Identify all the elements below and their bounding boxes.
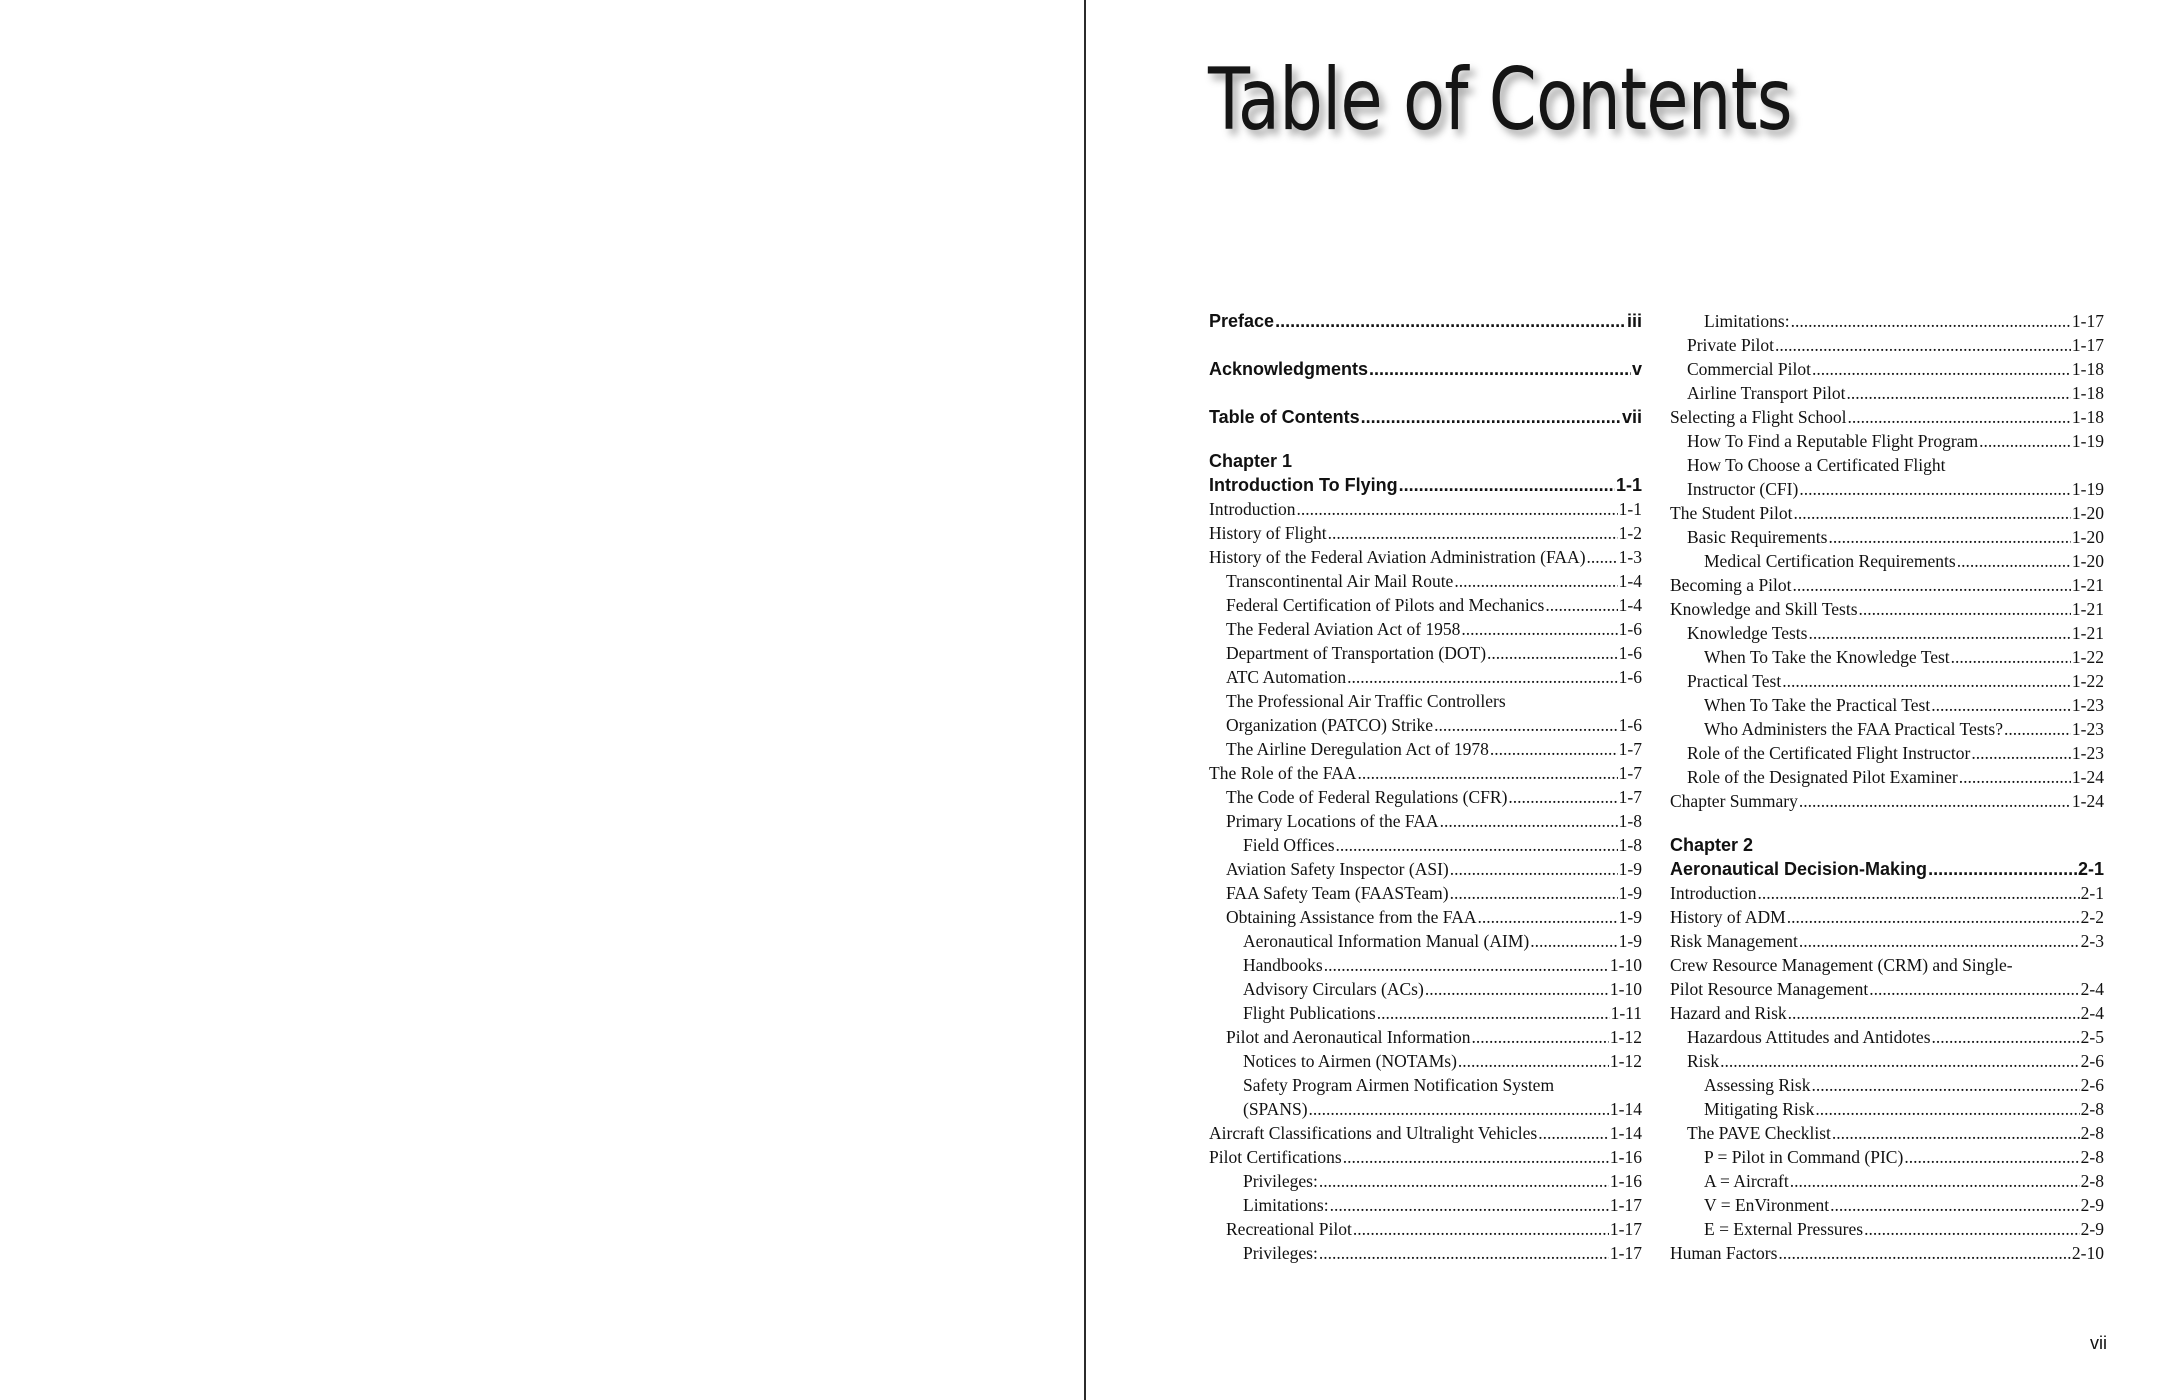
toc-dot-leader bbox=[1808, 621, 2070, 645]
toc-dot-leader bbox=[1454, 569, 1617, 593]
toc-entry-title: Assessing Risk bbox=[1704, 1075, 1811, 1095]
toc-entry-page: 1-17 bbox=[1609, 1195, 1642, 1215]
toc-entry bbox=[1670, 1121, 2104, 1145]
toc-entry-title: Preface bbox=[1209, 311, 1275, 331]
toc-dot-leader bbox=[1971, 741, 2071, 765]
toc-entry-title: Introduction To Flying bbox=[1209, 475, 1398, 495]
toc-entry bbox=[1209, 881, 1642, 905]
toc-entry-title: The Student Pilot bbox=[1670, 503, 1793, 523]
toc-entry bbox=[1670, 501, 2104, 525]
toc-entry-page: 2-8 bbox=[2080, 1099, 2104, 1119]
toc-entry bbox=[1670, 525, 2104, 549]
toc-entry bbox=[1670, 789, 2104, 813]
toc-entry bbox=[1209, 545, 1642, 569]
toc-entry-title: When To Take the Practical Test bbox=[1704, 695, 1931, 715]
toc-entry-page: 1-4 bbox=[1618, 571, 1642, 591]
toc-entry-page: 1-4 bbox=[1618, 595, 1642, 615]
toc-dot-leader bbox=[1487, 641, 1618, 665]
toc-dot-leader bbox=[1932, 1025, 2080, 1049]
toc-entry-page: 1-16 bbox=[1609, 1147, 1642, 1167]
toc-entry bbox=[1670, 333, 2104, 357]
toc-entry-page: 1-23 bbox=[2071, 743, 2104, 763]
toc-entry bbox=[1209, 1169, 1642, 1193]
toc-entry bbox=[1670, 573, 2104, 597]
toc-dot-leader bbox=[1477, 905, 1617, 929]
toc-entry-title: Safety Program Airmen Notification System bbox=[1243, 1075, 1555, 1095]
toc-dot-leader bbox=[1324, 953, 1609, 977]
toc-entry-page: 2-8 bbox=[2080, 1147, 2104, 1167]
toc-entry-title: Knowledge Tests bbox=[1687, 623, 1808, 643]
toc-entry-page: 1-9 bbox=[1618, 931, 1642, 951]
toc-column-left bbox=[1209, 309, 1642, 1265]
toc-dot-leader bbox=[1787, 905, 2080, 929]
page-number: vii bbox=[2090, 1333, 2107, 1353]
toc-entry-title: History of the Federal Aviation Administration (FAA) bbox=[1209, 547, 1586, 567]
toc-dot-leader bbox=[1791, 309, 2071, 333]
toc-entry bbox=[1670, 1241, 2104, 1265]
toc-entry-title: Chapter 1 bbox=[1209, 451, 1293, 471]
toc-entry-title: A = Aircraft bbox=[1704, 1171, 1789, 1191]
toc-entry-title: Obtaining Assistance from the FAA bbox=[1226, 907, 1477, 927]
toc-entry bbox=[1209, 1241, 1642, 1265]
toc-entry-page: 1-1 bbox=[1615, 475, 1642, 495]
toc-entry-title: Airline Transport Pilot bbox=[1687, 383, 1846, 403]
toc-dot-leader bbox=[1275, 309, 1626, 333]
toc-entry bbox=[1209, 641, 1642, 665]
toc-entry-title: Acknowledgments bbox=[1209, 359, 1369, 379]
toc-entry bbox=[1209, 833, 1642, 857]
toc-entry bbox=[1209, 1097, 1642, 1121]
toc-entry-page: 2-3 bbox=[2080, 931, 2104, 951]
toc-dot-leader bbox=[1361, 405, 1621, 429]
toc-entry-page: 1-6 bbox=[1618, 715, 1642, 735]
toc-dot-leader bbox=[1720, 1049, 2080, 1073]
toc-entry bbox=[1670, 549, 2104, 573]
toc-entry-title: Basic Requirements bbox=[1687, 527, 1828, 547]
toc-entry bbox=[1670, 381, 2104, 405]
toc-entry-title: Medical Certification Requirements bbox=[1704, 551, 1956, 571]
toc-entry-page: 1-7 bbox=[1618, 787, 1642, 807]
toc-entry-title: Pilot and Aeronautical Information bbox=[1226, 1027, 1471, 1047]
toc-entry-title: Who Administers the FAA Practical Tests? bbox=[1704, 719, 2003, 739]
toc-dot-leader bbox=[1450, 881, 1618, 905]
toc-dot-leader bbox=[1434, 713, 1618, 737]
toc-entry-page: 1-21 bbox=[2071, 623, 2104, 643]
toc-dot-leader bbox=[1794, 501, 2071, 525]
toc-entry-title: Limitations: bbox=[1704, 311, 1790, 331]
toc-entry-page: 1-2 bbox=[1618, 523, 1642, 543]
toc-entry-title: The Airline Deregulation Act of 1978 bbox=[1226, 739, 1489, 759]
toc-entry-title: Advisory Circulars (ACs) bbox=[1243, 979, 1424, 999]
toc-entry-title: Pilot Resource Management bbox=[1670, 979, 1869, 999]
toc-entry-title: FAA Safety Team (FAASTeam) bbox=[1226, 883, 1449, 903]
toc-dot-leader bbox=[1343, 1145, 1609, 1169]
toc-entry-page: 1-9 bbox=[1618, 907, 1642, 927]
toc-entry-title: Introduction bbox=[1209, 499, 1296, 519]
page-gutter-divider bbox=[1084, 0, 1086, 1400]
toc-entry bbox=[1209, 665, 1642, 689]
toc-entry bbox=[1670, 1145, 2104, 1169]
toc-entry bbox=[1209, 737, 1642, 761]
toc-entry-page: 2-1 bbox=[2080, 883, 2104, 903]
toc-dot-leader bbox=[1538, 1121, 1609, 1145]
toc-entry bbox=[1670, 429, 2104, 453]
toc-entry-page: 1-1 bbox=[1618, 499, 1642, 519]
toc-dot-leader bbox=[1377, 1001, 1610, 1025]
toc-entry bbox=[1209, 1193, 1642, 1217]
toc-entry-page: 1-10 bbox=[1609, 955, 1642, 975]
toc-entry-page: 2-4 bbox=[2080, 1003, 2104, 1023]
toc-entry bbox=[1670, 309, 2104, 333]
toc-dot-leader bbox=[1790, 1169, 2080, 1193]
toc-entry-title: Recreational Pilot bbox=[1226, 1219, 1352, 1239]
toc-dot-leader bbox=[1928, 857, 2077, 881]
toc-entry-page: 1-12 bbox=[1609, 1051, 1642, 1071]
toc-entry-page: 1-19 bbox=[2071, 479, 2104, 499]
toc-entry-page: 1-12 bbox=[1609, 1027, 1642, 1047]
toc-dot-leader bbox=[1859, 597, 2071, 621]
toc-entry-title: Risk Management bbox=[1670, 931, 1798, 951]
page-title: Table of Contents bbox=[1208, 50, 1792, 150]
toc-entry-page: 1-16 bbox=[1609, 1171, 1642, 1191]
toc-entry-title: How To Choose a Certificated Flight bbox=[1687, 455, 1946, 475]
toc-entry-page: 1-17 bbox=[1609, 1243, 1642, 1263]
toc-entry-page: 2-1 bbox=[2077, 859, 2104, 879]
toc-entry-title: Field Offices bbox=[1243, 835, 1335, 855]
toc-entry-page: 1-23 bbox=[2071, 695, 2104, 715]
toc-entry bbox=[1209, 617, 1642, 641]
toc-entry-title: Flight Publications bbox=[1243, 1003, 1376, 1023]
toc-entry-title: Aeronautical Decision-Making bbox=[1670, 859, 1928, 879]
toc-entry bbox=[1209, 449, 1642, 473]
toc-entry-page: 1-6 bbox=[1618, 643, 1642, 663]
toc-entry-page: 1-6 bbox=[1618, 619, 1642, 639]
toc-entry-title: Knowledge and Skill Tests bbox=[1670, 599, 1858, 619]
toc-entry-title: Handbooks bbox=[1243, 955, 1323, 975]
toc-dot-leader bbox=[1828, 525, 2070, 549]
toc-entry-title: Instructor (CFI) bbox=[1687, 479, 1799, 499]
toc-entry bbox=[1209, 1001, 1642, 1025]
toc-entry bbox=[1670, 717, 2104, 741]
toc-entry-title: Department of Transportation (DOT) bbox=[1226, 643, 1487, 663]
toc-entry bbox=[1670, 929, 2104, 953]
toc-dot-leader bbox=[1319, 1241, 1609, 1265]
toc-dot-leader bbox=[1440, 809, 1618, 833]
toc-entry bbox=[1670, 405, 2104, 429]
toc-dot-leader bbox=[1545, 593, 1617, 617]
toc-entry-title: Private Pilot bbox=[1687, 335, 1775, 355]
toc-entry-title: Aeronautical Information Manual (AIM) bbox=[1243, 931, 1530, 951]
toc-column-right bbox=[1670, 309, 2104, 1265]
toc-dot-leader bbox=[1336, 833, 1618, 857]
toc-entry-title: Introduction bbox=[1670, 883, 1757, 903]
toc-entry-page: 1-22 bbox=[2071, 671, 2104, 691]
toc-entry bbox=[1209, 929, 1642, 953]
toc-entry bbox=[1209, 809, 1642, 833]
toc-entry-title: Becoming a Pilot bbox=[1670, 575, 1792, 595]
toc-entry bbox=[1209, 785, 1642, 809]
toc-dot-leader bbox=[1847, 405, 2070, 429]
toc-entry-title: History of Flight bbox=[1209, 523, 1327, 543]
toc-entry-page: 2-8 bbox=[2080, 1171, 2104, 1191]
toc-entry bbox=[1670, 1193, 2104, 1217]
toc-entry bbox=[1670, 857, 2104, 881]
toc-entry bbox=[1209, 569, 1642, 593]
toc-entry-title: The Role of the FAA bbox=[1209, 763, 1357, 783]
toc-entry-title: Chapter 2 bbox=[1670, 835, 1754, 855]
toc-entry-page: 2-8 bbox=[2080, 1123, 2104, 1143]
toc-entry bbox=[1209, 1121, 1642, 1145]
toc-entry bbox=[1209, 357, 1642, 381]
toc-entry bbox=[1209, 905, 1642, 929]
toc-dot-leader bbox=[1951, 645, 2071, 669]
toc-entry-title: Transcontinental Air Mail Route bbox=[1226, 571, 1454, 591]
toc-dot-leader bbox=[1959, 765, 2071, 789]
toc-entry-title: Notices to Airmen (NOTAMs) bbox=[1243, 1051, 1457, 1071]
toc-dot-leader bbox=[1328, 521, 1618, 545]
toc-entry-page: 1-8 bbox=[1618, 835, 1642, 855]
toc-entry bbox=[1209, 1049, 1642, 1073]
toc-entry bbox=[1209, 521, 1642, 545]
toc-dot-leader bbox=[1799, 477, 2071, 501]
toc-dot-leader bbox=[1357, 761, 1617, 785]
toc-dot-leader bbox=[1869, 977, 2079, 1001]
toc-entry-title: Crew Resource Management (CRM) and Single- bbox=[1670, 955, 2013, 975]
toc-entry bbox=[1209, 857, 1642, 881]
toc-entry bbox=[1670, 357, 2104, 381]
toc-entry-page: 1-7 bbox=[1618, 739, 1642, 759]
toc-dot-leader bbox=[1815, 1097, 2079, 1121]
toc-entry bbox=[1670, 597, 2104, 621]
toc-dot-leader bbox=[1471, 1025, 1608, 1049]
toc-dot-leader bbox=[1458, 1049, 1609, 1073]
toc-entry bbox=[1209, 1073, 1642, 1097]
toc-entry-page: 1-14 bbox=[1609, 1099, 1642, 1119]
toc-entry-page: 1-20 bbox=[2071, 527, 2104, 547]
toc-entry-page: 2-6 bbox=[2080, 1051, 2104, 1071]
toc-entry bbox=[1209, 1025, 1642, 1049]
toc-entry bbox=[1670, 1073, 2104, 1097]
toc-entry bbox=[1670, 645, 2104, 669]
toc-dot-leader bbox=[1832, 1121, 2080, 1145]
toc-entry-title: Selecting a Flight School bbox=[1670, 407, 1847, 427]
toc-entry-title: Risk bbox=[1687, 1051, 1720, 1071]
toc-dot-leader bbox=[1309, 1097, 1609, 1121]
toc-dot-leader bbox=[1904, 1145, 2079, 1169]
toc-entry bbox=[1209, 761, 1642, 785]
toc-dot-leader bbox=[1450, 857, 1618, 881]
toc-entry-title: Pilot Certifications bbox=[1209, 1147, 1342, 1167]
toc-dot-leader bbox=[1353, 1217, 1609, 1241]
toc-entry-page: 2-10 bbox=[2071, 1243, 2104, 1263]
toc-entry-title: Aviation Safety Inspector (ASI) bbox=[1226, 859, 1449, 879]
toc-dot-leader bbox=[1297, 497, 1618, 521]
toc-entry-title: Human Factors bbox=[1670, 1243, 1778, 1263]
toc-dot-leader bbox=[1979, 429, 2071, 453]
toc-entry-title: ATC Automation bbox=[1226, 667, 1347, 687]
toc-entry bbox=[1209, 977, 1642, 1001]
toc-entry-title: E = External Pressures bbox=[1704, 1219, 1864, 1239]
toc-dot-leader bbox=[1799, 929, 2080, 953]
toc-entry-page: 1-20 bbox=[2071, 503, 2104, 523]
toc-entry-title: Limitations: bbox=[1243, 1195, 1329, 1215]
toc-entry-page: 1-22 bbox=[2071, 647, 2104, 667]
toc-entry-page: iii bbox=[1626, 311, 1642, 331]
toc-entry bbox=[1670, 977, 2104, 1001]
toc-entry bbox=[1209, 953, 1642, 977]
toc-entry-title: History of ADM bbox=[1670, 907, 1786, 927]
toc-entry-page: 1-8 bbox=[1618, 811, 1642, 831]
toc-dot-leader bbox=[1530, 929, 1617, 953]
toc-entry bbox=[1209, 1145, 1642, 1169]
toc-entry bbox=[1209, 473, 1642, 497]
toc-dot-leader bbox=[1425, 977, 1609, 1001]
toc-dot-leader bbox=[1799, 789, 2071, 813]
toc-dot-leader bbox=[1864, 1217, 2080, 1241]
toc-dot-leader bbox=[1847, 381, 2071, 405]
toc-entry-title: Practical Test bbox=[1687, 671, 1782, 691]
toc-dot-leader bbox=[1508, 785, 1617, 809]
toc-dot-leader bbox=[1931, 693, 2071, 717]
toc-entry-title: Federal Certification of Pilots and Mechanics bbox=[1226, 595, 1545, 615]
toc-entry bbox=[1670, 693, 2104, 717]
toc-entry-title: Aircraft Classifications and Ultralight Vehicles bbox=[1209, 1123, 1538, 1143]
toc-entry-page: 1-3 bbox=[1618, 547, 1642, 567]
toc-entry bbox=[1209, 309, 1642, 333]
toc-entry-title: The Federal Aviation Act of 1958 bbox=[1226, 619, 1461, 639]
toc-entry-title: Role of the Certificated Flight Instructor bbox=[1687, 743, 1971, 763]
toc-entry-title: Hazardous Attitudes and Antidotes bbox=[1687, 1027, 1931, 1047]
toc-dot-leader bbox=[1793, 573, 2071, 597]
toc-entry bbox=[1670, 453, 2104, 477]
toc-entry bbox=[1209, 497, 1642, 521]
toc-entry-title: When To Take the Knowledge Test bbox=[1704, 647, 1950, 667]
toc-dot-leader bbox=[1347, 665, 1618, 689]
toc-dot-leader bbox=[1461, 617, 1617, 641]
toc-entry-title: Organization (PATCO) Strike bbox=[1226, 715, 1434, 735]
toc-entry-page: 2-2 bbox=[2080, 907, 2104, 927]
toc-entry-page: 1-6 bbox=[1618, 667, 1642, 687]
toc-dot-leader bbox=[1369, 357, 1631, 381]
toc-entry bbox=[1670, 881, 2104, 905]
toc-entry bbox=[1670, 1169, 2104, 1193]
toc-entry bbox=[1670, 1001, 2104, 1025]
toc-entry-title: Mitigating Risk bbox=[1704, 1099, 1815, 1119]
toc-dot-leader bbox=[2004, 717, 2071, 741]
toc-entry bbox=[1670, 621, 2104, 645]
toc-entry-page: 1-17 bbox=[1609, 1219, 1642, 1239]
toc-entry-page: 1-7 bbox=[1618, 763, 1642, 783]
toc-entry-page: v bbox=[1631, 359, 1642, 379]
toc-dot-leader bbox=[1778, 1241, 2071, 1265]
toc-dot-leader bbox=[1399, 473, 1615, 497]
toc-entry-page: 1-9 bbox=[1618, 883, 1642, 903]
toc-entry-page: 1-17 bbox=[2071, 335, 2104, 355]
toc-dot-leader bbox=[1587, 545, 1618, 569]
toc-dot-leader bbox=[1319, 1169, 1609, 1193]
toc-entry-title: The Professional Air Traffic Controllers bbox=[1226, 691, 1506, 711]
toc-dot-leader bbox=[1758, 881, 2080, 905]
toc-entry-page: 1-19 bbox=[2071, 431, 2104, 451]
toc-entry-title: The Code of Federal Regulations (CFR) bbox=[1226, 787, 1508, 807]
toc-entry-page: 2-9 bbox=[2080, 1195, 2104, 1215]
toc-entry-title: Hazard and Risk bbox=[1670, 1003, 1787, 1023]
toc-entry-page: 2-5 bbox=[2080, 1027, 2104, 1047]
toc-entry-title: The PAVE Checklist bbox=[1687, 1123, 1831, 1143]
toc-entry-title: Table of Contents bbox=[1209, 407, 1360, 427]
toc-entry bbox=[1670, 1217, 2104, 1241]
toc-entry-title: Chapter Summary bbox=[1670, 791, 1798, 811]
toc-entry-title: (SPANS) bbox=[1243, 1099, 1308, 1119]
toc-dot-leader bbox=[1782, 669, 2071, 693]
toc-dot-leader bbox=[1788, 1001, 2080, 1025]
toc-entry-page: 1-24 bbox=[2071, 767, 2104, 787]
toc-entry bbox=[1670, 669, 2104, 693]
toc-entry-page: vii bbox=[1621, 407, 1642, 427]
toc-entry-title: Commercial Pilot bbox=[1687, 359, 1811, 379]
toc-dot-leader bbox=[1490, 737, 1618, 761]
toc-dot-leader bbox=[1957, 549, 2071, 573]
toc-entry bbox=[1670, 477, 2104, 501]
toc-entry bbox=[1670, 1025, 2104, 1049]
toc-entry bbox=[1209, 405, 1642, 429]
toc-dot-leader bbox=[1812, 357, 2071, 381]
toc-entry-page: 1-24 bbox=[2071, 791, 2104, 811]
toc-entry-title: Privileges: bbox=[1243, 1171, 1318, 1191]
toc-entry-page: 2-4 bbox=[2080, 979, 2104, 999]
toc-entry bbox=[1670, 833, 2104, 857]
toc-entry-page: 1-21 bbox=[2071, 575, 2104, 595]
toc-dot-leader bbox=[1775, 333, 2071, 357]
toc-entry-title: Role of the Designated Pilot Examiner bbox=[1687, 767, 1958, 787]
toc-entry bbox=[1209, 713, 1642, 737]
toc-entry-page: 1-20 bbox=[2071, 551, 2104, 571]
toc-entry bbox=[1670, 765, 2104, 789]
toc-entry-page: 1-14 bbox=[1609, 1123, 1642, 1143]
toc-entry bbox=[1670, 741, 2104, 765]
toc-entry bbox=[1209, 689, 1642, 713]
toc-entry bbox=[1670, 1097, 2104, 1121]
toc-entry-title: P = Pilot in Command (PIC) bbox=[1704, 1147, 1904, 1167]
toc-dot-leader bbox=[1830, 1193, 2080, 1217]
toc-dot-leader bbox=[1811, 1073, 2079, 1097]
toc-entry-page: 1-10 bbox=[1609, 979, 1642, 999]
toc-entry-page: 1-23 bbox=[2071, 719, 2104, 739]
toc-entry bbox=[1209, 593, 1642, 617]
toc-entry-page: 2-6 bbox=[2080, 1075, 2104, 1095]
toc-entry-title: Privileges: bbox=[1243, 1243, 1318, 1263]
toc-entry bbox=[1670, 1049, 2104, 1073]
toc-entry-page: 2-9 bbox=[2080, 1219, 2104, 1239]
toc-entry bbox=[1670, 905, 2104, 929]
toc-entry-page: 1-18 bbox=[2071, 383, 2104, 403]
toc-entry-page: 1-9 bbox=[1618, 859, 1642, 879]
toc-entry-title: How To Find a Reputable Flight Program bbox=[1687, 431, 1979, 451]
toc-entry bbox=[1670, 953, 2104, 977]
toc-entry-page: 1-18 bbox=[2071, 359, 2104, 379]
toc-entry-title: V = EnVironment bbox=[1704, 1195, 1830, 1215]
toc-entry-title: Primary Locations of the FAA bbox=[1226, 811, 1439, 831]
toc-entry-page: 1-17 bbox=[2071, 311, 2104, 331]
toc-dot-leader bbox=[1330, 1193, 1609, 1217]
toc-entry-page: 1-21 bbox=[2071, 599, 2104, 619]
toc-entry-page: 1-18 bbox=[2071, 407, 2104, 427]
toc-entry bbox=[1209, 1217, 1642, 1241]
toc-entry-page: 1-11 bbox=[1610, 1003, 1642, 1023]
